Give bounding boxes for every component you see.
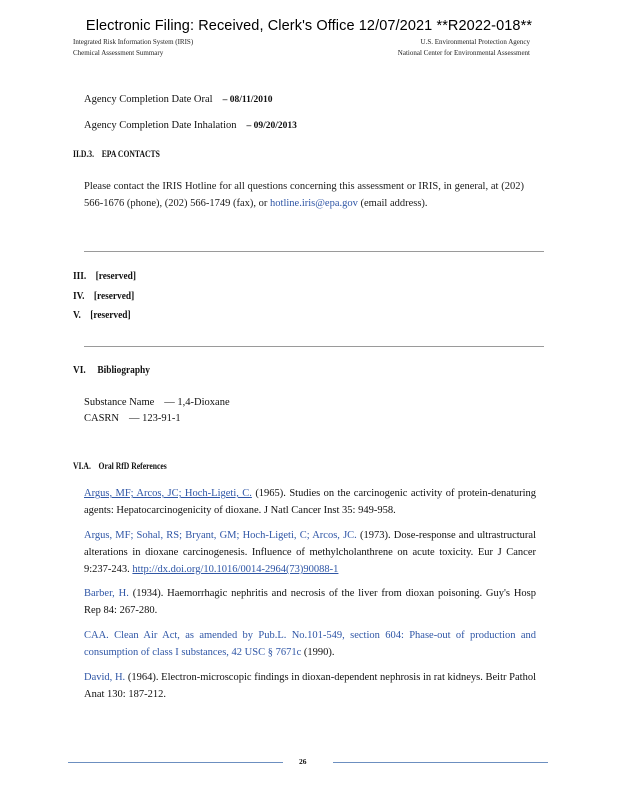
reference-text: (1965). Studies on the carcinogenic activity of protein-denaturing agents: Hepatocarcinogenicity of dioxane. J Natl Cancer Inst 35: 949-958. — [84, 488, 536, 516]
reserved-text: [reserved] — [90, 309, 131, 321]
bibliography-num: VI. — [73, 364, 86, 376]
reference-entry — [84, 585, 536, 619]
completion-oral-date: – 08/11/2010 — [222, 95, 273, 105]
completion-inhalation-label: Agency Completion Date Inhalation — [84, 120, 237, 131]
contacts-heading-num: II.D.3. — [73, 149, 95, 159]
footer-rule-right — [333, 762, 548, 763]
reference-doi-link[interactable]: http://dx.doi.org/10.1016/0014-2964(73)90088-1 — [132, 564, 339, 575]
reference-authors-link[interactable]: Argus, MF; Sohal, RS; Bryant, GM; Hoch-Ligeti, C; Arcos, JC. — [84, 530, 357, 541]
contacts-heading-text: EPA CONTACTS — [101, 149, 160, 159]
substance-label: Substance Name — [84, 397, 155, 408]
reference-entry — [84, 627, 536, 661]
reference-entry — [84, 527, 536, 578]
casrn-value: — 123-91-1 — [129, 413, 181, 424]
reserved-num: V. — [73, 309, 81, 321]
reserved-section-iv — [73, 290, 134, 302]
oral-refs-title: Oral RfD References — [98, 461, 167, 471]
reference-entry — [84, 669, 536, 703]
header-right-line2: National Center for Environmental Assessment — [397, 49, 530, 57]
reserved-section-v — [73, 309, 131, 321]
completion-oral-label: Agency Completion Date Oral — [84, 94, 213, 105]
bibliography-title: Bibliography — [97, 364, 150, 376]
completion-oral — [84, 94, 272, 105]
footer-rule-left — [68, 762, 283, 763]
reserved-num: III. — [73, 270, 87, 282]
reference-text: (1964). Electron-microscopic findings in dioxan-dependent nephrosis in rat kidneys. Beitr Pathol Anat 130: 187-212. — [84, 672, 537, 700]
casrn-row — [84, 413, 181, 424]
filing-stamp: Electronic Filing: Received, Clerk's Office 12/07/2021 **R2022-018** — [85, 18, 533, 34]
reference-authors-link[interactable]: CAA. Clean Air Act, as amended by Pub.L. No.101-549, section 604: Phase-out of production and consumption of class I substances, 42 USC § 7671c — [84, 630, 536, 658]
reference-authors-link[interactable]: Argus, MF; Arcos, JC; Hoch-Ligeti, C. — [84, 488, 252, 499]
completion-inhalation-date: – 09/20/2013 — [246, 121, 297, 131]
reference-authors-link[interactable]: David, H. — [84, 672, 126, 683]
substance-value: — 1,4-Dioxane — [164, 397, 230, 408]
reserved-text: [reserved] — [93, 290, 135, 302]
contacts-text-after: (email address). — [360, 198, 428, 209]
reference-text: (1990). — [303, 647, 335, 658]
contacts-text-before: Please contact the IRIS Hotline for all questions concerning this assessment or IRIS, in general, at (202) 566-1676 (phone), (202) 566-1749 (fax), or — [84, 181, 524, 209]
hotline-email-link[interactable]: hotline.iris@epa.gov — [270, 198, 358, 209]
reserved-text: [reserved] — [95, 270, 136, 282]
section-divider — [84, 251, 544, 252]
reserved-section-iii — [73, 270, 136, 282]
oral-refs-heading — [73, 461, 167, 471]
reserved-num: IV. — [73, 290, 85, 302]
substance-row — [84, 397, 230, 408]
completion-inhalation — [84, 120, 297, 131]
reference-text: (1973). Dose-response and ultrastructural alterations in dioxane carcinogenesis. Influence of methylcholanthrene on acute toxicity. Eur J Cancer 9:237-243. — [84, 530, 537, 575]
reference-text: (1934). Haemorrhagic nephritis and necrosis of the liver from dioxan poisoning. Guy's Hosp Rep 84: 267-280. — [84, 588, 537, 616]
section-divider — [84, 346, 544, 347]
bibliography-heading — [73, 364, 150, 376]
header-left-line1: Integrated Risk Information System (IRIS) — [73, 38, 194, 46]
contacts-paragraph — [84, 178, 524, 212]
header-left-line2: Chemical Assessment Summary — [73, 49, 164, 57]
page-number: 26 — [299, 757, 307, 766]
reference-authors-link[interactable]: Barber, H. — [84, 588, 129, 599]
oral-refs-num: VI.A. — [73, 461, 91, 471]
contacts-heading — [73, 149, 160, 159]
casrn-label: CASRN — [84, 413, 120, 424]
header-right-line1: U.S. Environmental Protection Agency — [420, 38, 530, 46]
reference-entry — [84, 485, 536, 519]
